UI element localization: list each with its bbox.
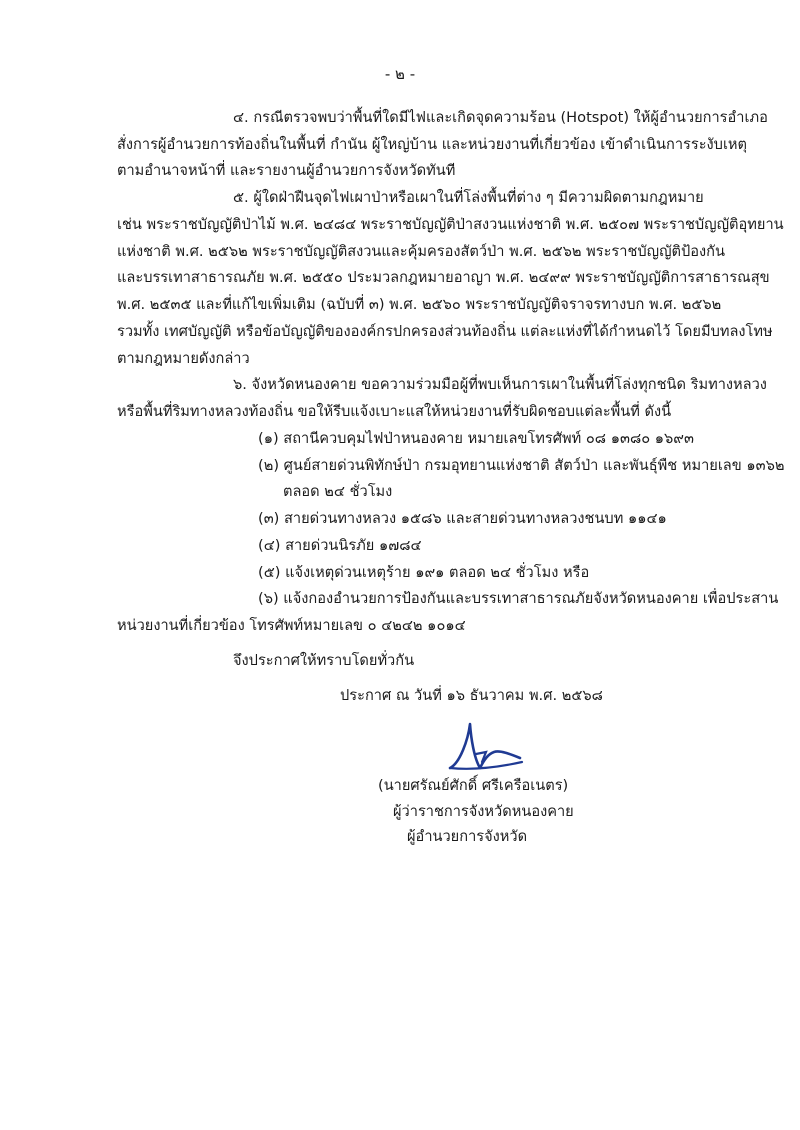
- contact-6-line1: (๖) แจ้งกองอำนวยการป้องกันและบรรเทาสาธารณภัยจังหวัดหนองคาย เพื่อประสาน: [258, 590, 779, 607]
- item4-line2: สั่งการผู้อำนวยการท้องถิ่นในพื้นที่ กำนัน ผู้ใหญ่บ้าน และหน่วยงานที่เกี่ยวข้อง เข้าดำเนินการระงับเหตุ: [117, 136, 748, 153]
- signatory-title-governor: ผู้ว่าราชการจังหวัดหนองคาย: [393, 803, 574, 820]
- item6-line1: ๖. จังหวัดหนองคาย ขอความร่วมมือผู้ที่พบเห็นการเผาในพื้นที่โล่งทุกชนิด ริมทางหลวง: [233, 376, 767, 393]
- closing-statement: จึงประกาศให้ทราบโดยทั่วกัน: [233, 652, 415, 669]
- page-number: - ๒ -: [384, 65, 416, 83]
- item4-line1: ๔. กรณีตรวจพบว่าพื้นที่ใดมีไฟและเกิดจุดความร้อน (Hotspot) ให้ผู้อำนวยการอำเภอ: [233, 109, 768, 126]
- contact-5: (๕) แจ้งเหตุด่วนเหตุร้าย ๑๙๑ ตลอด ๒๔ ชั่วโมง หรือ: [258, 564, 590, 581]
- item5-line5: พ.ศ. ๒๕๓๕ และที่แก้ไขเพิ่มเติม (ฉบับที่ ๓) พ.ศ. ๒๕๖๐ พระราชบัญญัติจราจรทางบก พ.ศ. ๒๕๖๒: [117, 296, 722, 313]
- handwritten-signature: [440, 718, 530, 776]
- item5-line6: รวมทั้ง เทศบัญญัติ หรือข้อบัญญัติขององค์กรปกครองส่วนท้องถิ่น แต่ละแห่งที่ได้กำหนดไว้ โดยมีบทลงโทษ: [117, 323, 773, 340]
- signatory-title-director: ผู้อำนวยการจังหวัด: [407, 828, 528, 845]
- contact-3: (๓) สายด่วนทางหลวง ๑๕๘๖ และสายด่วนทางหลวงชนบท ๑๑๔๑: [258, 510, 667, 527]
- contact-6-line2: หน่วยงานที่เกี่ยวข้อง โทรศัพท์หมายเลข ๐ ๔๒๔๒ ๑๐๑๔: [117, 617, 466, 634]
- contact-2-line1: (๒) ศูนย์สายด่วนพิทักษ์ป่า กรมอุทยานแห่งชาติ สัตว์ป่า และพันธุ์พืช หมายเลข ๑๓๖๒: [258, 457, 785, 474]
- item5-line1: ๕. ผู้ใดฝ่าฝืนจุดไฟเผาป่าหรือเผาในที่โล่งพื้นที่ต่าง ๆ มีความผิดตามกฎหมาย: [233, 189, 704, 206]
- signatory-name: (นายศรัณย์ศักดิ์ ศรีเครือเนตร): [378, 777, 569, 794]
- item4-line3: ตามอำนาจหน้าที่ และรายงานผู้อำนวยการจังหวัดทันที: [117, 162, 456, 179]
- contact-4: (๔) สายด่วนนิรภัย ๑๗๘๔: [258, 537, 422, 554]
- item5-line7: ตามกฎหมายดังกล่าว: [117, 350, 250, 367]
- contact-2-line2: ตลอด ๒๔ ชั่วโมง: [283, 483, 393, 500]
- item5-line3: แห่งชาติ พ.ศ. ๒๕๖๒ พระราชบัญญัติสงวนและคุ้มครองสัตว์ป่า พ.ศ. ๒๕๖๒ พระราชบัญญัติป้องกัน: [117, 243, 725, 260]
- item6-line2: หรือพื้นที่ริมทางหลวงท้องถิ่น ขอให้รีบแจ้งเบาะแสให้หน่วยงานที่รับผิดชอบแต่ละพื้นที่ ดังนี้: [117, 403, 672, 420]
- contact-1: (๑) สถานีควบคุมไฟป่าหนองคาย หมายเลขโทรศัพท์ ๐๘ ๑๓๘๐ ๑๖๙๓: [258, 430, 694, 447]
- item5-line4: และบรรเทาสาธารณภัย พ.ศ. ๒๕๕๐ ประมวลกฎหมายอาญา พ.ศ. ๒๔๙๙ พระราชบัญญัติการสาธารณสุข: [117, 269, 770, 286]
- announcement-date: ประกาศ ณ วันที่ ๑๖ ธันวาคม พ.ศ. ๒๕๖๘: [340, 687, 603, 704]
- item5-line2: เช่น พระราชบัญญัติป่าไม้ พ.ศ. ๒๔๘๔ พระราชบัญญัติป่าสงวนแห่งชาติ พ.ศ. ๒๕๐๗ พระราชบัญญัติอุทยาน: [117, 216, 784, 233]
